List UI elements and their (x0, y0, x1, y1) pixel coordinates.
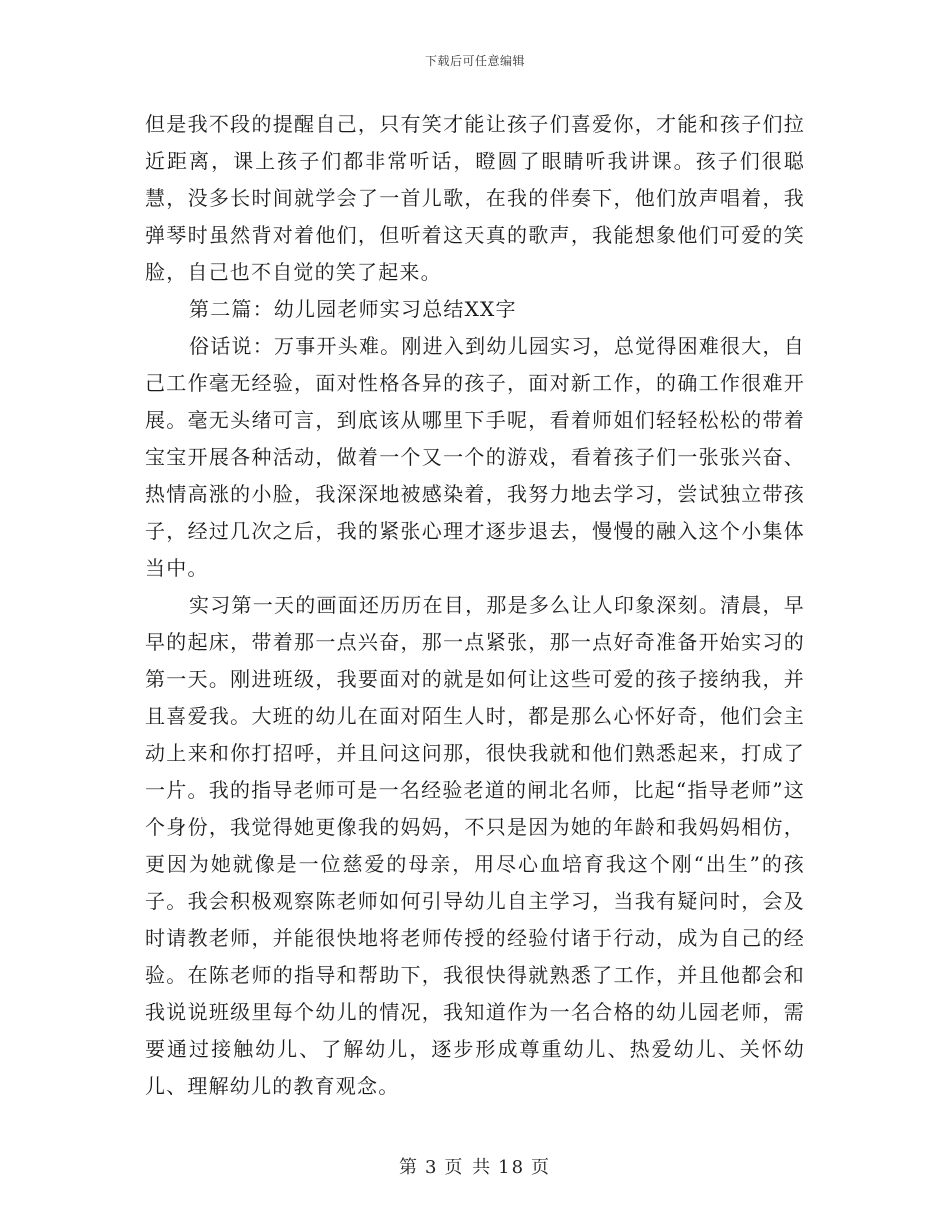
paragraph-1: 但是我不段的提醒自己，只有笑才能让孩子们喜爱你，才能和孩子们拉近距离，课上孩子们都非常听话，瞪圆了眼睛听我讲课。孩子们很聪慧，没多长时间就学会了一首儿歌，在我的伴奏下，他们放声唱着，我弹琴时虽然背对着他们，但听着这天真的歌声，我能想象他们可爱的笑脸，自己也不自觉的笑了起来。 (145, 112, 805, 284)
page-total: 18 (498, 1157, 526, 1178)
footer-middle: 页 共 (444, 1157, 493, 1178)
paragraph-2: 俗话说：万事开头难。刚进入到幼儿园实习，总觉得困难很大，自己工作毫无经验，面对性格各异的孩子，面对新工作，的确工作很难开展。毫无头绪可言，到底该从哪里下手呢，看着师姐们轻轻松松的带着宝宝开展各种活动，做着一个又一个的游戏，看着孩子们一张张兴奋、热情高涨的小脸，我深深地被感染着，我努力地去学习，尝试独立带孩子，经过几次之后，我的紧张心理才逐步退去，慢慢的融入这个小集体当中。 (145, 334, 805, 580)
section-title: 第二篇：幼儿园老师实习总结XX字 (189, 297, 517, 321)
document-body (145, 106, 805, 1105)
footer-suffix: 页 (531, 1157, 552, 1178)
page-footer (0, 1153, 950, 1179)
footer-prefix: 第 (398, 1157, 419, 1178)
paragraph-3: 实习第一天的画面还历历在目，那是多么让人印象深刻。清晨，早早的起床，带着那一点兴奋，那一点紧张，那一点好奇准备开始实习的第一天。刚进班级，我要面对的就是如何让这些可爱的孩子接纳我，并且喜爱我。大班的幼儿在面对陌生人时，都是那么心怀好奇，他们会主动上来和你打招呼，并且问这问那，很快我就和他们熟悉起来，打成了一片。我的指导老师可是一名经验老道的闸北名师，比起“指导老师”这个身份，我觉得她更像我的妈妈，不只是因为她的年龄和我妈妈相仿，更因为她就像是一位慈爱的母亲，用尽心血培育我这个刚“出生”的孩子。我会积极观察陈老师如何引导幼儿自主学习，当我有疑问时，会及时请教老师，并能很快地将老师传授的经验付诸于行动，成为自己的经验。在陈老师的指导和帮助下，我很快得就熟悉了工作，并且他都会和我说说班级里每个幼儿的情况，我知道作为一名合格的幼儿园老师，需要通过接触幼儿、了解幼儿，逐步形成尊重幼儿、热爱幼儿、关怀幼儿、理解幼儿的教育观念。 (145, 593, 805, 1098)
page-header: 下载后可任意编辑 (424, 54, 525, 68)
page-number: 3 (424, 1157, 439, 1178)
